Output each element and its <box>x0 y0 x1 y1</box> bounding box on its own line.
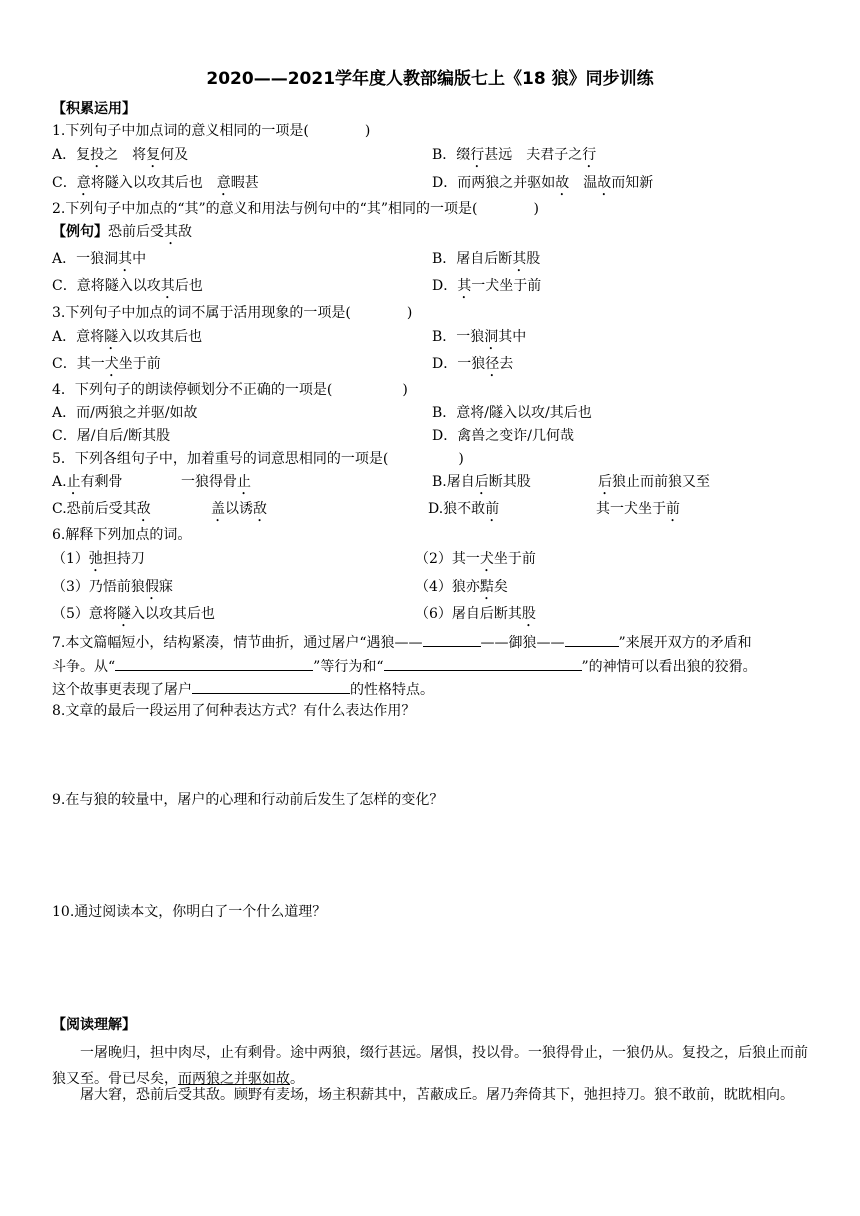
question-7-line-3: 这个故事更表现了屠户 的性格特点。 <box>52 679 434 699</box>
blank-3[interactable] <box>115 656 313 671</box>
question-7-line-1: 7.本文篇幅短小，结构紧凑，情节曲折，通过屠户“遇狼—— ——御狼—— ”来展开双方的矛盾和 <box>52 632 752 652</box>
question-1-stem: 1.下列句子中加点词的意义相同的一项是( ) <box>52 123 371 139</box>
blank-5[interactable] <box>192 679 350 694</box>
q5-option-c-1: C.恐前后受其敌 <box>52 501 151 517</box>
q5-option-a-2: 一狼得骨止 <box>181 474 251 490</box>
q1-option-b: B．缀行甚远 夫君子之行 <box>432 147 597 163</box>
q2-option-a: A．一狼洞其中 <box>52 251 147 267</box>
question-5-stem: 5．下列各组句子中，加着重号的词意思相同的一项是( ) <box>52 451 464 467</box>
q6-item-5: （5）意将隧入以攻其后也 <box>52 606 215 622</box>
q6-item-6: （6）屠自后断其股 <box>415 606 536 622</box>
question-4-stem: 4．下列句子的朗读停顿划分不正确的一项是( ) <box>52 382 408 398</box>
q1-option-d: D．而两狼之并驱如故 温故而知新 <box>432 175 654 191</box>
question-3-stem: 3.下列句子中加点的词不属于活用现象的一项是( ) <box>52 305 413 321</box>
q3-option-d: D．一狼径去 <box>432 356 514 372</box>
q5-option-b-2: 后狼止而前狼又至 <box>598 474 710 490</box>
section-heading-accumulation: 【积累运用】 <box>52 101 136 117</box>
blank-4[interactable] <box>384 656 582 671</box>
question-6-stem: 6.解释下列加点的词。 <box>52 527 192 543</box>
blank-1[interactable] <box>423 632 481 647</box>
blank-2[interactable] <box>565 632 619 647</box>
q6-item-2: （2）其一犬坐于前 <box>415 551 536 567</box>
q4-option-c: C．屠/自后/断其股 <box>52 428 171 444</box>
q2-option-b: B．屠自后断其股 <box>432 251 541 267</box>
question-2-stem: 2.下列句子中加点的“其”的意义和用法与例句中的“其”相同的一项是( ) <box>52 201 539 217</box>
q3-option-b: B．一狼洞其中 <box>432 329 527 345</box>
q4-option-a: A．而/两狼之并驱/如故 <box>52 405 198 421</box>
q5-option-c-2: 盖以诱敌 <box>211 501 267 517</box>
q6-item-1: （1）弛担持刀 <box>52 551 145 567</box>
section-heading-reading: 【阅读理解】 <box>52 1017 136 1033</box>
question-8: 8.文章的最后一段运用了何种表达方式？有什么表达作用？ <box>52 703 416 719</box>
q2-option-c: C．意将隧入以攻其后也 <box>52 278 203 294</box>
q5-option-d-2: 其一犬坐于前 <box>596 501 680 517</box>
q2-option-d: D．其一犬坐于前 <box>432 278 542 294</box>
q6-item-3: （3）乃悟前狼假寐 <box>52 579 173 595</box>
question-10: 10.通过阅读本文，你明白了一个什么道理？ <box>52 904 327 920</box>
q4-option-d: D．禽兽之变诈/几何哉 <box>432 428 574 444</box>
underlined-sentence: 而两狼之并驱如故 <box>178 1071 290 1087</box>
passage-paragraph-2: 屠大窘，恐前后受其敌。顾野有麦场，场主积薪其中，苫蔽成丘。屠乃奔倚其下，弛担持刀。狼不敢前，眈眈相向。 <box>80 1087 794 1103</box>
q5-option-b-1: B.屠自后断其股 <box>432 474 531 490</box>
q3-option-c: C．其一犬坐于前 <box>52 356 161 372</box>
passage-paragraph-1: 一屠晚归，担中肉尽，止有剩骨。途中两狼，缀行甚远。屠惧，投以骨。一狼得骨止，一狼仍从。复投之，后狼止而前狼又至。骨已尽矣，而两狼之并驱如故。 <box>52 1045 808 1087</box>
q4-option-b: B．意将/隧入以攻/其后也 <box>432 405 592 421</box>
q1-option-a: A．复投之 将复何及 <box>52 147 189 163</box>
q6-item-4: （4）狼亦黠矣 <box>415 579 508 595</box>
q1-option-c: C．意将隧入以攻其后也 意暇甚 <box>52 175 259 191</box>
page-title: 2020——2021学年度人教部编版七上《18 狼》同步训练 <box>206 69 654 89</box>
q5-option-a-1: A.止有剩骨 <box>52 474 123 490</box>
question-9: 9.在与狼的较量中，屠户的心理和行动前后发生了怎样的变化？ <box>52 792 444 808</box>
q2-example: 【例句】恐前后受其敌 <box>52 224 192 240</box>
q3-option-a: A．意将隧入以攻其后也 <box>52 329 203 345</box>
question-7-line-2: 斗争。从“ ”等行为和“ ”的神情可以看出狼的狡猾。 <box>52 656 757 676</box>
q5-option-d-1: D.狼不敢前 <box>428 501 500 517</box>
